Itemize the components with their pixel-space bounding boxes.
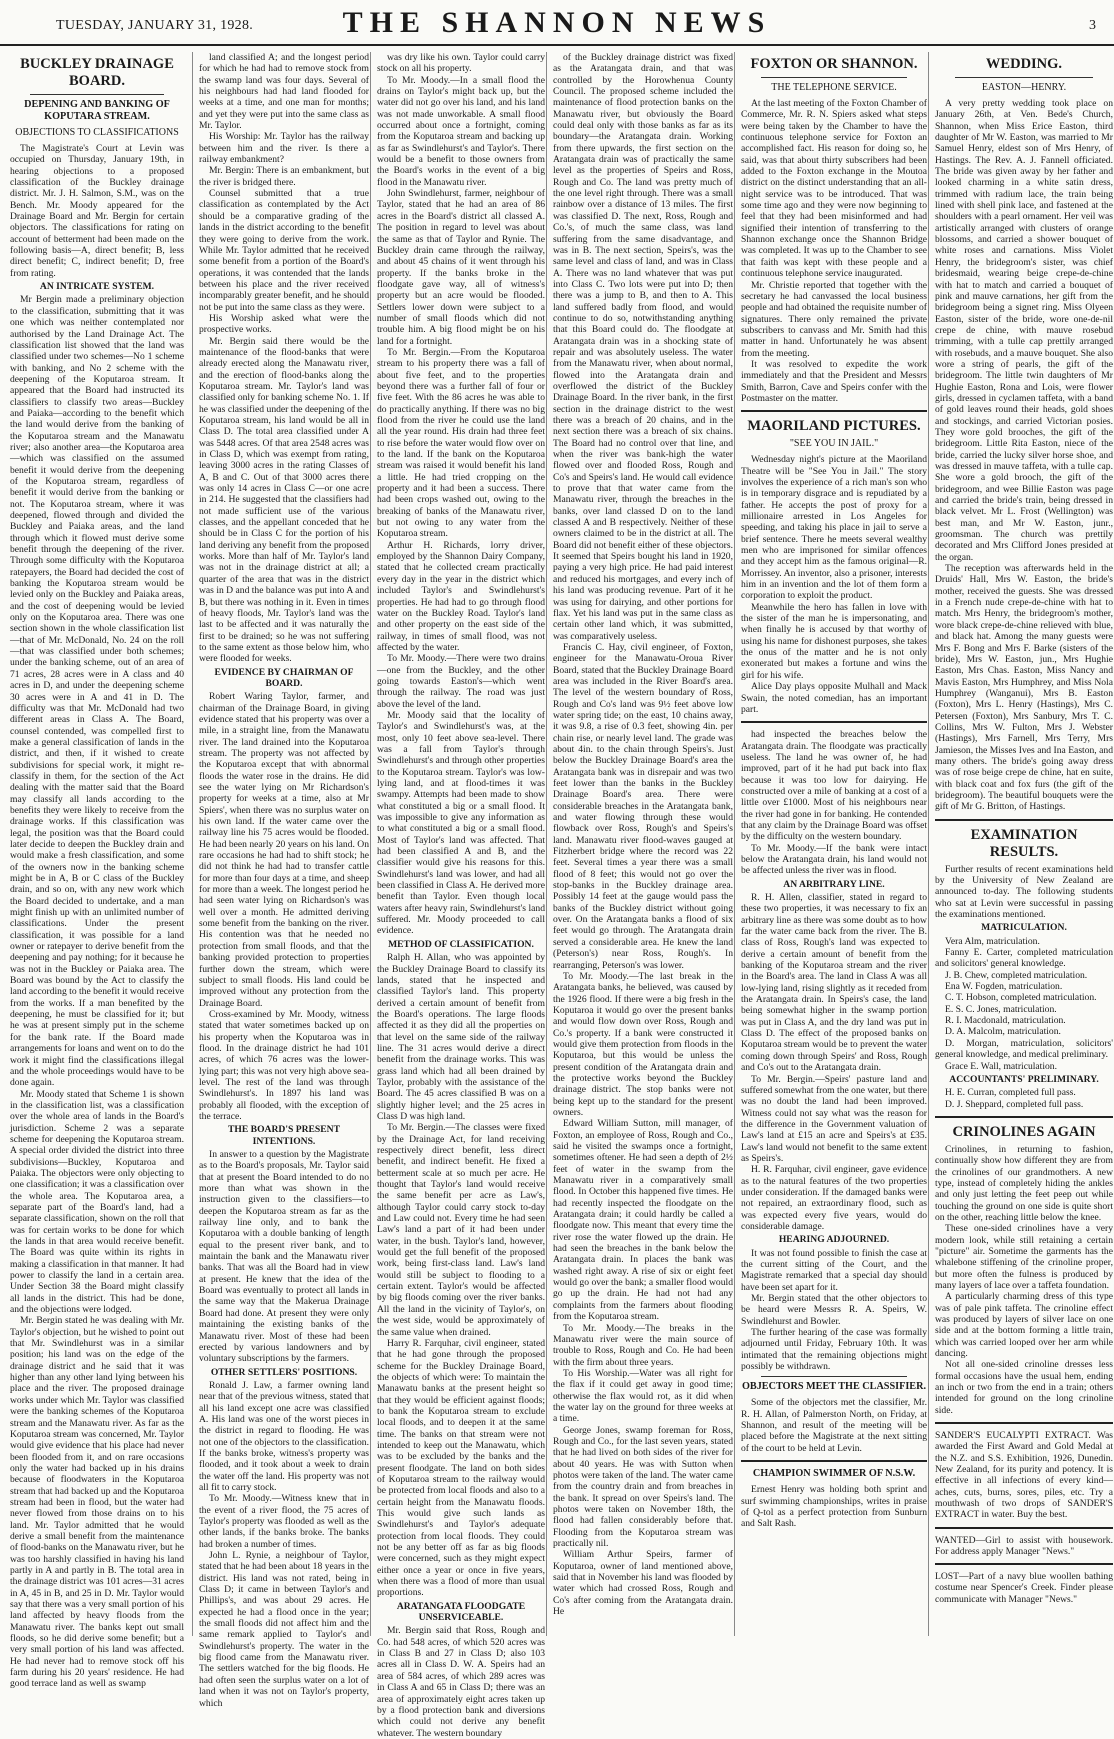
paragraph: John Swindlehurst, farmer, neighbour of Taylor, stated that he had an area of 86 acres in the Board's district all classed A. The position in regard to level was about the same as that of Taylor and Rynie. The Buckley drain came through the railway, and about 45 chains of it went through his property. If the banks broke in the floodgate gave way, all of witness's property but an acre would be flooded. Settlers lower down were subject to a number of small floods which did not trouble him. A big flood might be on his land for a fortnight. bbox=[377, 188, 545, 347]
paragraph: J. B. Chew, completed matriculation. bbox=[945, 969, 1088, 981]
paragraph: At the last meeting of the Foxton Chamber of Commerce, Mr. R. N. Spiers asked what steps were being taken by the Chamber to have the continuous telephone service for Foxton an accomplished fact. His reason for doing so, he said, was that about thirty subscribers had been added to the Foxton exchange in the Moutoa district on the distinct understanding that an all-night service was to be introduced. That was some time ago and they were now beginning to feel that they had been misinformed and had signified their intention of transferring to the Shannon exchange once the Shannon Bridge was completed. It was up to the Chamber to see that faith was kept with these people and a continuous telephone service inaugurated. bbox=[741, 98, 927, 280]
headline-examination-results: EXAMINATION RESULTS. bbox=[970, 826, 1078, 860]
paragraph: Vera Alm, matriculation. bbox=[945, 935, 1040, 947]
paragraph: had inspected the breaches below the Aratangata drain. The floodgate was practically useless. The land he was owner of, he had improved, part of it he had put back into flax because it was too low for dairying. He constructed over a mile of banking at a cost of a little over £1000. Most of his neighbours near the river had gone in for banking. He contended that any claim by the Drainage Board was offset by the difficulty on the western boundary. bbox=[741, 729, 927, 843]
paragraph: Alice Day plays opposite Mulhall and Mack Swain, the noted comedian, has an important part. bbox=[741, 681, 927, 715]
section-heading: MATRICULATION. bbox=[981, 922, 1067, 934]
column-6 bbox=[928, 52, 1113, 1636]
divider bbox=[741, 721, 927, 723]
paragraph: Grace E. Wall, matriculation. bbox=[945, 1060, 1057, 1072]
advert-lost: LOST—Part of a navy blue woollen bathing costume near Spencer's Creek. Finder please communicate with Manager "News." bbox=[935, 1571, 1113, 1605]
paragraph: His Worship: Mr. Taylor has the railway between him and the river. Is there a railway embankment? bbox=[199, 131, 369, 166]
rule bbox=[761, 1376, 907, 1377]
headline-objectors-meet: OBJECTORS MEET THE CLASSIFIER. bbox=[741, 1381, 926, 1393]
paragraph: Crinolines, in returning to fashion, continually show how different they are from the crinolines of our grandmothers. A new type, instead of completely hiding the ankles and only just letting the feet peep out while touching the ground on one side is quite short on the other, reaching little below the knee. bbox=[935, 1143, 1113, 1223]
issue-date: TUESDAY, JANUARY 31, 1928. bbox=[56, 18, 254, 33]
paragraph: To Mr. Moody.—The last break in the Aratangata banks, he believed, was caused by the 1926 flood. If there were a big fresh in the Koputaroa it would go over the present banks and would flow down over Ross, Rough and Co.'s property. If a bank were constructed it would give them protection from floods in the Koputaroa, but this would be unless the present condition of the Aratangata drain and the protective works beyond the Buckley drainage district. The stop banks were not being kept up to the standard for the present owners. bbox=[553, 970, 733, 1118]
paragraph: Mr. Christie reported that together with the secretary he had canvassed the local business people and had obtained the requisite number of signatures. There only remained the private subscribers to canvass and Mr. Smith had this matter in hand. Unfortunately he was absent from the meeting. bbox=[741, 279, 927, 359]
paragraph: William Arthur Speirs, farmer of Koputaroa, owner of land mentioned above, said that in November his land was flooded by water which had crossed Ross, Rough and Co's after coming from the Aratangata drain. He bbox=[553, 1549, 733, 1618]
paragraph: Edward William Sutton, mill manager, of Foxton, an employee of Ross, Rough and Co., said he visited the swamps once a fortnight, sometimes oftener. He had seen a depth of 2½ feet of water in the swamp from the Manawatu river in a comparatively small flood. In October this happened five times. He had recently inspected the floodgate on the Aratangata drain; it could hardly be called a floodgate now. This meant that every time the river rose the water flowed up the drain. He had seen the breaches in the bank below the Aratangata drain. In places the bank was washed right away. A rise of six or eight feet would go over the bank; a smaller flood would go up the drain. He had not had any complaints from the farmers about flooding from the Koputaroa stream. bbox=[553, 1118, 733, 1323]
paragraph: Robert Waring Taylor, farmer, and chairman of the Drainage Board, in giving evidence stated that his property was over a mile, in a straight line, from the Manawatu river. The land drained into the Koputaroa stream. The property was not affected by the Koputaroa except that with abnormal floods the water rose in the drains. He did see the water lying on Mr Richardson's property for weeks at a time, also at Mr Spiers', when there was no surplus water on his own land. If the water came over the railway line his 75 acres would be flooded. He had been nearly 20 years on his land. On rare occasions he had had to shift stock; he did not think he had had to transfer cattle for more than four days at a time, and sheep for more than a week. The longest period he had seen water lying on Richardson's was well over a month. He admitted deriving some benefit from the banking on the river. His contention was that he needed no protection from small floods, and that the banking provided protection to properties further down the stream, which were subject to small floods. His land could be improved without any protection from the Drainage Board. bbox=[199, 691, 369, 1009]
paragraph: Mr. Moody stated that Scheme 1 is shown in the classification list, was a classification over the whole area of lands in the Board's jurisdiction. Scheme 2 was a separate scheme for deepening the Koputaroa stream. A special order divided the district into three subdivisions—Buckley, Koputaroa and Paiaka. The objectors were only objecting to one classification; it was a classification over the whole area. The Koputaroa area, a separate part of the Board's land, had a separate classification, shown on the roll that was for certain works to be done for which the lands in that area would receive benefit. The Board was quite within its rights in making a classification in that manner. It had power to classify the land in a certain area. Under Section 38 the Board might classify all lands in the district. This had be done, and the objections were lodged. bbox=[10, 1088, 184, 1316]
divider bbox=[935, 819, 1113, 821]
subhead-telephone: THE TELEPHONE SERVICE. bbox=[771, 82, 897, 93]
headline-maoriland-pictures: MAORILAND PICTURES. bbox=[747, 418, 921, 435]
column-3 bbox=[370, 52, 545, 1739]
subhead-easton-henry: EASTON—HENRY. bbox=[981, 82, 1067, 93]
section-heading: ACCOUNTANTS' PRELIMINARY. bbox=[949, 1073, 1099, 1085]
paragraph: It was resolved to expedite the work immediately and that the President and Messrs Smith, Barron, Cave and Speirs confer with the Postmaster on the matter. bbox=[741, 358, 927, 404]
paragraph: Counsel submitted that a true classification as contemplated by the Act should be a comparative grading of the lands in the district according to the benefit they were going to derive from the work. While Mr. Taylor admitted that he received some benefit from a portion of the Board's operations, it was contended that the lands between his place and the river received incomparably greater benefit, and he should not be put into the same class as they were. bbox=[199, 188, 369, 313]
paragraph: George Jones, swamp foreman for Ross, Rough and Co., for the last seven years, stated that he had lived on both sides of the river for about 40 years. He was with Sutton when photos were taken of the land. The water came from the country drain and from breaches in the bank. It spread on over Speirs's land. The photos were taken on November 18th, the flood had fallen considerably before that. Flooding from the Koputaroa stream was practically nil. bbox=[553, 1424, 733, 1550]
paragraph: To Mr. Bergin.—Speirs' pasture land and suffered somewhat from the one water, but there was no doubt the land had been improved. Witness could not say what was the reason for the difference in the Government valuation of Law's land at £15 an acre and Speirs's at £35. Law's land would not benefit to the same extent as Speirs's. bbox=[741, 1073, 927, 1164]
headline-champion-swimmer: CHAMPION SWIMMER OF N.S.W. bbox=[752, 1468, 916, 1480]
divider bbox=[935, 1563, 1113, 1565]
paragraph: Ena W. Fogden, matriculation. bbox=[945, 981, 1063, 993]
paragraph: A very pretty wedding took place on January 26th, at Ven. Bede's Church, Shannon, when Miss Erice Easton, third daughter of Mr W. Easton, was married to Mr Samuel Henry, eldest son of Mrs Henry, of Hastings. The Rev. A. J. Fannell officiated. The bride was given away by her father and looked charming in a white satin dress, trimmed with radium lace, the train being lined with shell pink lace, and fastened at the shoulders with a pearl ornament. Her veil was artistically arranged with clusters of orange blossoms, and carried a shower bouquet of white roses and carnations. Miss Violet Henry, the bridegroom's sister, was chief bridesmaid, wearing beige crepe-de-chine with hat to match and carried a bouquet of pink and mauve carnations, her gift from the bridegroom being a signet ring. Miss Olyeen Easton, sister of the bride, wore one-de-nil crepe de chine, with mauve rosebud trimming, with a tulle cap prettily arranged with rosebuds, and a mauve bouquet. She also wore a string of pearls, the gift of the bridegroom. The little twin daughters of Mr Hughie Easton, Rona and Lois, were flower girls, dressed in cyclamen taffeta, with a band of gold leaves round their heads, gold shoes and stockings, and carried Victorian posies. They wore gold brooches, the gift of the bridegroom. Little Rita Easton, niece of the bride, carried the lucky silver horse shoe, and was dressed in mauve taffeta, with a tulle cap. She wore a gold brooch, the gift of the bridegroom, and wee Billie Easton was page and carried the bride's train, being dressed in black velvet. Mr L. Frost (Wellington) was best man, and Mr W. Easton, junr., groomsman. The church was prettily decorated and Mrs Clifford Jones presided at the organ. bbox=[935, 98, 1113, 563]
paragraph: Ralph H. Allan, who was appointed by the Buckley Drainage Board to classify its lands, stated that he inspected and classified Taylor's land. This property derived a certain amount of benefit from the Board's operations. The large floods affected it as they did all the properties on that level on the same side of the railway line. The 31 acres would derive a direct benefit from the drainage works. This was grass land which had all been drained by Taylor, probably with the assistance of the Board. The 45 acres classified B was on a slightly higher level; and the 25 acres in Class D was high land. bbox=[377, 952, 545, 1122]
paragraph: Further results of recent examinations held by the University of New Zealand are announced to-day. The following students who sat at Levin were successful in passing the examinations mentioned. bbox=[935, 863, 1113, 921]
paragraph: It was not found possible to finish the case at the current sitting of the Court, and the Magistrate remarked that a special day should have been set apart for it. bbox=[741, 1247, 927, 1293]
advert-wanted: WANTED—Girl to assist with housework. For address apply Manager "News." bbox=[935, 1534, 1113, 1557]
paragraph: of the Buckley drainage district was fixed as the Aratangata drain, and that was controlled by the Horowhenua County Council. The proposed scheme included the maintenance of flood protection banks on the Manawatu river, but obviously the Board could deal only with those banks as far as its boundary—the Aratangata drain. Working from there upwards, the first section on the Aratangata drain was of practically the same level as the properties of Speirs and Ross, Rough and Co. The land was pretty much of the one level right through. There was a small rainbow over a distance of 13 miles. The first was classified D. The next, Ross, Rough and Co.'s, of much the same class, was land suffering from the same disadvantage, and was in B. The next section, Speirs's, was the same level and class of land, and was in Class A. There was no land whatever that was put into Class C. Two lots were put into D; then there was a jump to B, and then to A. This land suffered badly from flood, and would continue to do so, notwithstanding anything that this Board could do. The floodgate at Aratangata drain was in a shocking state of repair and was absolutely useless. The water from the Manawatu river, when about normal, flowed into the Aratangata drain and overflowed the district of the Buckley Drainage Board. In the river bank, in the first section in the drainage district to the west there was a breach of 20 chains, and in the next section there was a breach of six chains. The Board had no control over that line, and when the river was bank-high the water flowed over and flooded Ross, Rough and Co's and Speirs's land. He would call evidence to prove that that water came from the Manawatu river, through the breaches in the banks, over land classed D on to the land classed A and B respectively. Neither of these owners claimed to be in the district at all. The Board did not benefit either of these objectors. It seemed that Speirs bought his land in 1920, paying a very high price. He had paid interest and reduced his mortgages, and every inch of his land was producing revenue. Part of it he was using for dairying, and other portions for flax. Yet his land was put in the same class as certain other land which, it was submitted, was comparatively useless. bbox=[553, 52, 733, 642]
paragraph: R. H. Allen, classifier, stated in regard to these two properties, it was necessary to fix an arbitrary line as there was some doubt as to how far the water came back from the river. The B. class of Ross, Rough's land was expected to derive a certain amount of benefit from the banking of the Koputaroa stream and the river in the Board's area. The land in Class A was all low-lying land, rising slightly as it receded from the Aratangata drain. In Speirs's case, the land being somewhat higher in the swamp portion was put in Class A, and the dry land was put in Class D. The effect of the proposed banks on Koputaroa stream would be to prevent the water coming down through Speirs' and Ross, Rough and Co's out to the Aratangata drain. bbox=[741, 892, 927, 1074]
paragraph: Arthur H. Richards, lorry driver, employed by the Shannon Dairy Company, stated that he collected cream practically every day in the year in the district which included Taylor's and Swindlehurst's properties. He had had to go through flood water on the Buckley Road. Taylor's land and other property on the east side of the railway, in times of small flood, was not affected by the water. bbox=[377, 539, 545, 653]
paragraph: Some of the objectors met the classifier, Mr. R. H. Allan, of Palmerston North, on Friday, at Shannon, and result of the meeting will be placed before the Magistrate at the next sitting of the court to be held at Levin. bbox=[741, 1397, 927, 1454]
advert-sanders-extract: SANDER'S EUCALYPTI EXTRACT. Was awarded the First Award and Gold Medal at the N.Z. and S.S. Exhibition, 1926, Dunedin. New Zealand, for its purity and potency. It is effective in all infections of every kind—aches, cuts, burns, sores, piles, etc. Try a mouthwash of two drops of SANDER'S EXTRACT in water. Buy the best. bbox=[935, 1430, 1113, 1521]
paragraph: Mr. Bergin said that Ross, Rough and Co. had 548 acres, of which 520 acres was in Class B and 27 in Class D; also 103 acres all in Class D. W. A. Speirs had an area of 584 acres, of which 289 acres was in Class A and 65 in Class D; there was an area of approximately eight acres taken up by a flood protection bank and diversions which could not derive any benefit whatever. The western boundary bbox=[377, 1625, 545, 1739]
paragraph: The further hearing of the case was formally adjourned until Friday, February 10th. It was intimated that the remaining objections might possibly be withdrawn. bbox=[741, 1327, 927, 1373]
column-1 bbox=[10, 52, 184, 1690]
paragraph: To His Worship.—Water was all right for the flax if it could get away in good time; otherwise the flax would rot, as it did when the water lay on the ground for three weeks at a time. bbox=[553, 1367, 733, 1425]
divider bbox=[935, 1422, 1113, 1424]
paragraph: Fanny E. Carter, completed matriculation and solicitors' general knowledge. bbox=[935, 947, 1113, 970]
section-heading: AN INTRICATE SYSTEM. bbox=[39, 281, 155, 293]
paragraph: Ronald J. Law, a farmer owning land near that of the previous witness, stated that all his land except one acre was classified A. His land was one of the worst pieces in the district in regard to flooding. He was not one of the objectors to the classification. If the banks broke, witness's property was flooded, and it took about a week to drain the water off the land. His property was not all fit to carry stock. bbox=[199, 1379, 369, 1493]
paragraph: Ernest Henry was holding both sprint and surf swimming championships, writes in praise of Q-tol as a perfect protection from Sunburn and Salt Rash. bbox=[741, 1484, 927, 1530]
paragraph: To Mr. Moody.—Witness knew that in the event of a river flood, the 75 acres of Taylor's property was flooded as well as the other lands, if the banks broke. The banks had broken a number of times. bbox=[199, 1493, 369, 1550]
paragraph: Cross-examined by Mr. Moody, witness stated that water sometimes backed up on his property when the Koputaroa was in flood. In the drainage district he had 101 acres, of which 76 acres was the lower-lying part; this was not very high above sea-level. The rest of the land was through Swindlehurst's. In 1897 his land was probably all flooded, with the exception of the terrace. bbox=[199, 1008, 369, 1122]
paragraph: D. J. Sheppard, completed full pass. bbox=[945, 1098, 1084, 1110]
divider bbox=[935, 1527, 1113, 1529]
paragraph: His Worship asked what were the prospective works. bbox=[199, 312, 369, 336]
paragraph: To Mr. Moody.—The breaks in the Manawatu river were the main source of trouble to Ross, Rough and Co. He had been with the firm about three years. bbox=[553, 1322, 733, 1368]
paragraph: In answer to a question by the Magistrate as to the Board's proposals, Mr. Taylor said that at present the Board intended to do no more than what was shown in the instruction given to the classifiers—to deepen the Koputaroa stream as far as the railway line only, and to bank the Koputaroa with a double banking of length equal to the present river bank, and to maintain the bank and the Manawatu river banks. That was all the Board had in view at present. He knew that the idea of the Board was eventually to protect all lands in the same way that the Makerua Drainage Board had done. At present they were only maintaining the existing banks of the Manawatu river. Most of these had been erected by various landowners and by voluntary subscriptions by the farmers. bbox=[199, 1149, 369, 1365]
headline-buckley-drainage: BUCKLEY DRAINAGE BOARD. bbox=[20, 56, 174, 89]
page-number: 3 bbox=[1089, 18, 1096, 33]
rule bbox=[955, 77, 1093, 78]
divider bbox=[935, 1116, 1113, 1118]
paragraph: Meanwhile the hero has fallen in love with the sister of the man he is impersonating, and when finally he is accused by that worthy of using his name for dishonest purposes, she takes the onus of the matter and he is not only exonerated but makes a fortune and wins the girl for his wife. bbox=[741, 601, 927, 681]
divider bbox=[741, 1460, 927, 1462]
paragraph: Not all one-sided crinoline dresses less formal occasions have the usual hem, ending an inch or two from the end in a train; others intended for ground on the long crinoline side. bbox=[935, 1359, 1113, 1416]
paragraph: John L. Rynie, a neighbour of Taylor, stated that he had been about 18 years in the district. His land was not rated, being in Class D; it came in between Taylor's and Phillips's, and was about 29 acres. He expected he had a flood once in the year; the small floods did not affect him and the same remark applied to Taylor's and Swindlehurst's property. The water in the big flood came from the Manawatu river. The settlers watched for the big floods. He had often seen the surplus water on a lot of land when it was not on Taylor's property, which bbox=[199, 1550, 369, 1709]
section-heading: THE BOARD'S PRESENT INTENTIONS. bbox=[228, 1124, 340, 1147]
section-heading: HEARING ADJOURNED. bbox=[778, 1234, 890, 1246]
subhead-objections: OBJECTIONS TO CLASSIFICATIONS bbox=[15, 127, 179, 138]
paragraph: Mr. Bergin said there would be the maintenance of the flood-banks that were already erected along the Manawatu river, and the erection of flood-banks along the Koputaroa stream. Mr. Taylor's land was classified only for banking scheme No. 1. If he was classified under the deepening of the Koputaroa stream, his land would be all in Class D. The total area classified under A was 5448 acres. Of that area 2548 acres was in Class D, which was exempt from rating, leaving 3000 acres in the rating Classes of A, B and C. Out of that 3000 acres there was only 14 acres in Class C—or one acre in 214. He suggested that the classifiers had not made sufficient use of the various classes, and the appellant conceded that he should be in Class C for the portion of his land deriving any benefit from the proposed works. More than half of Mr. Taylor's land was not in the drainage district at all; a quarter of the area that was in the district was in D and the balance was put into A and B, but there was nothing in it. Even in times of heavy floods, Mr. Taylor's land was the last to be affected and it was naturally the first to be drained; so he was not suffering to the same extent as those below him, who were flooded for weeks. bbox=[199, 335, 369, 665]
divider bbox=[741, 410, 927, 412]
paragraph: H. E. Curran, completed full pass. bbox=[945, 1087, 1076, 1099]
paragraph: To Mr. Moody.—In a small flood the drains on Taylor's might back up, but the water did not go over his land, and his land was not made unworkable. A small flood occurred about once a fortnight, coming from the Koputaroa stream and backing up as far as Swindlehurst's and Taylor's. There would be a benefit to those owners from the Board's works in the event of a big flood in the Manawatu river. bbox=[377, 74, 545, 188]
paragraph: E. S. C. Jones, matriculation. bbox=[945, 1003, 1057, 1015]
rule bbox=[30, 94, 164, 95]
headline-wedding: WEDDING. bbox=[985, 56, 1063, 72]
paragraph: C. T. Hobson, completed matriculation. bbox=[945, 992, 1097, 1004]
paragraph: Mr. Bergin: There is an embankment, but the river is bridged there. bbox=[199, 165, 369, 188]
paragraph: R. I. Macdonald, matriculation. bbox=[945, 1015, 1066, 1027]
paragraph: D. Morgan, matriculation, solicitors' general knowledge, and medical preliminary. bbox=[935, 1037, 1113, 1061]
subhead-deepening: DEPENING AND BANKING OF KOPUTARA STREAM. bbox=[24, 99, 170, 122]
paragraph: Mr. Bergin stated that the other objectors to be heard were Messrs R. A. Speirs, W. Swindlehurst and Bowler. bbox=[741, 1293, 927, 1327]
newspaper-title: THE SHANNON NEWS bbox=[342, 6, 772, 39]
section-heading: AN ARBITRARY LINE. bbox=[783, 878, 885, 890]
paragraph: Mr. Moody said that the locality of Taylor's and Swindlehurst's was, at the most, only 10 feet above sea-level. There was a fall from Taylor's through Swindlehurst's and through other properties to the Koputaroa stream. Taylor's was low-lying land, and at flood-times it was swampy. Attempts had been made to show what constituted a big or a small flood. It was impossible to give any information as to what constituted a big or a small flood. Most of Taylor's land was affected. That had been classified A and B, and the classifier would give his reasons for this. Swindlehurst's land was lower, and had all been classified in Class A. He derived more benefit than Taylor. Even though local waters after heavy rain, Swindlehurst's land suffered. Mr. Moody proceeded to call evidence. bbox=[377, 709, 545, 937]
paragraph: Francis C. Hay, civil engineer, of Foxton, engineer for the Manawatu-Oroua River Board, stated that the Buckley Drainage Board area was included in the River Board's area. The level of the western boundary of Ross, Rough and Co's land was 9½ feet above low water spring tide; on the east, 10 chains away, it was 9.8, a rise of 0.3 feet, showing 4in. per chain rise, or nearly level land. The grade was about 4in. to the chain through Speirs's. Just below the Buckley Drainage Board's area the Aratangata bank was in disrepair and was two feet lower than the banks in the Buckley Drainage Board's area. There were considerable breaches in the Aratangata bank, and water flowing through these would flowback over Ross, Rough's and Speirs's land. Manawatu river flood-waves gauged at Fitzherbert bridge where the record was 22 feet. Several times a year there was a small flood of 8 feet; this would not go over the stop-banks in the Buckley drainage area. Possibly 14 feet at the gauge would pass the banks of the Buckley district without going over. On the Aratangata banks a flood of six feet would go through. The Aratangata drain served a considerable area. He knew the land (Peterson's) near Ross, Rough's. In rearranging, Peterson's was lower. bbox=[553, 641, 733, 971]
section-heading: METHOD OF CLASSIFICATION. bbox=[388, 938, 534, 950]
paragraph: The reception was afterwards held in the Druids' Hall, Mrs W. Easton, the bride's mother, received the guests. She was dressed in a French nude crepe-de-chine with hat to match. Mrs Henry, the bridegroom's mother, wore black crepe-de-chine relieved with blue, and black hat. Among the many guests were Mrs F. Bong and Mrs F. Barke (sisters of the bride), Mrs W. Easton, jun., Mrs Hughie Easton, Mrs Chas. Easton, Miss Nancy and Mavis Easton, Mrs Humphrey, and Miss Nola Humphrey (Wanganui), Mrs B. Easton (Foxton), Mrs L. Henry (Hastings), Mrs C. Petersen (Foxton), Mrs Sanbury, Mrs T. C. Collins, Mrs W. Fulton, Mrs J. Webster (Hastings), Mrs Farnell, Mrs Terry, Mrs Jamieson, the Misses Ives and Ina Easton, and many others. The bride's going away dress was of rose beige crepe de chine, hat en suite, with black coat and fox furs (the gift of the bridegroom). The beautiful bouquets were the gift of Mr G. Britton, of Hastings. bbox=[935, 563, 1113, 813]
paragraph: Wednesday night's picture at the Maoriland Theatre will be "See You in Jail." The story involves the experience of a rich man's son who is in temporary disgrace and is repudiated by a father. He accepts the post of proxy for a millionaire arrested in Los Angeles for speeding, and taking his place in jail to serve a brief sentence. There he meets several wealthy men who are imprisoned for similar offences and they accept him as the famous original—R. Morrissey. An inventor, also a prisoner, interests him in an invention and the lot of them form a corporation to exploit the product. bbox=[741, 454, 927, 602]
paragraph: The Magistrate's Court at Levin was occupied on Thursday, January 19th, in hearing objections to a proposed classification of the Buckley drainage district. Mr. J. H. Salmon, S.M., was on the Bench. Mr. Moody appeared for the Drainage Board and Mr. Bergin for certain objectors. The classifications for rating on account of betterment had been made on the following basis—A, direct benefit; B, less direct benefit; C, indirect benefit; D, free from rating. bbox=[10, 143, 184, 279]
paragraph: H. R. Farquhar, civil engineer, gave evidence as to the natural features of the two properties under consideration. If the damaged banks were not repaired, an extraordinary flood, such as was expected every five years, would do considerable damage. bbox=[741, 1164, 927, 1232]
paragraph: A particularly charming dress of this type was of pale pink taffeta. The crinoline effect was produced by layers of silver lace on one side and at the bottom forming a little train, which was carried looped over her arm while dancing. bbox=[935, 1291, 1113, 1360]
paragraph: To Mr. Bergin.—The classes were fixed by the Drainage Act, for land receiving respectively direct benefit, less direct benefit, and indirect benefit. He fixed a betterment scale at so much per acre. He thought that Taylor's land would receive the same benefit per acre as Law's, although Taylor could carry stock to-day and Law could not. Every time he had seen Law's land a part of it had been under water, in the bush. Taylor's land, however, would get the full benefit of the proposed work, being first-class land. Law's land would still be subject to flooding to a certain extent. Taylor's would be affected by big floods coming over the river banks. All the land in the vicinity of Taylor's, on the west side, would be approximately of the same value when drained. bbox=[377, 1122, 545, 1338]
paragraph: Harry R. Farquhar, civil engineer, stated that he had gone through the proposed scheme for the Buckley Drainage Board, the objects of which were: To maintain the Manawatu banks at the present height so that they would be efficient against floods; to bank the Koputaroa stream to exclude local floods, and to deepen it at the same time. The banks on that stream were not intended to keep out the Manawatu, which was to be excluded by the banks and the present floodgate. The land on both sides of Koputaroa stream to the railway would be protected from local floods and also to a certain height from the Manawatu floods. This would give such lands as Swindlehurst's and Taylor's adequate protection from local floods. They could not be any better off as far as big floods were concerned, such as they might expect either once a year or once in five years, when there was a flood of more than usual proportions. bbox=[377, 1337, 545, 1599]
section-heading: EVIDENCE BY CHAIRMAN OF BOARD. bbox=[214, 666, 354, 689]
masthead bbox=[0, 0, 1114, 46]
paragraph: was dry like his own. Taylor could carry stock on all his property. bbox=[377, 52, 545, 75]
column-4 bbox=[546, 52, 733, 1636]
column-5 bbox=[734, 52, 927, 1636]
rule bbox=[761, 77, 907, 78]
column-2 bbox=[192, 52, 369, 1709]
paragraph: Mr Bergin made a preliminary objection to the classification, submitting that it was one which was neither contemplated nor authorised by the Land Drainage Act. The classification list showed that the land was classified under two schemes—No 1 scheme with banking, and No 2 scheme with the deepening of the Koputaroa stream. It appeared that the Board had instructed its classifiers to classify two areas—Buckley and Paiaka—according to the benefit which the land would derive from the banking of the Koputaroa stream and the Manawatu river; also another area—the Koputaroa area—which was classified on the assumed benefit it would derive from the deepening of the Koputaroa stream, regardless of benefit it would derive from the banking or not. The Koputaroa stream, where it was deepened, flowed through and divided the Buckley and Paiaka areas, and the land through which it flowed must derive some benefit through the deepening of the river. Through some difficulty with the Koputaroa ratepayers, the Board had decided the cost of banking the Koputaroa stream would be levied only on the Buckley and Paiaka areas, and the cost of deepening would be levied only on the Koputaroa area. There was one section shown in the whole classification list—that of Mr. McDonald, No. 24 on the roll—that was classified under both schemes; under the banking scheme, out of an area of 71 acres, 28 acres were in A class and 40 acres in D, and under the deepening scheme 30 acres were in A and 41 in D. The difficulty was that Mr. McDonald had two different areas in Class A. The Board, counsel contended, was compelled first to make a general classification of lands in the district, and then, if it wished to create subdivisions for special work, it might re-classify in them, for the section of the Act dealing with the matter said that the Board may classify all lands according to the benefits they were likely to receive from the drainage works. If this classification was legal, the position was that the Board could later decide to deepen the Buckley drain and would make a fresh classification, and some of the owners now in the banking scheme might be in A, B or C class of the Buckley drain, and so on, with any new work which the Board decided to undertake, and a man might finish up with an unlimited number of classifications. Under the present classification, it was possible for a land owner or ratepayer to derive benefit from the deepening and pay nothing; for it because he was not in the Buckley or Paiaka area. The Board was bound by the Act to classify the land according to the benefit it would receive from the works. If a man benefited by the deepening, he must be classified for it; but he was at present simply put in the scheme for the bank rate. If the Board made arrangements for loans and went on to do the work it might find the classifications illegal and the whole proceedings would have to be done again. bbox=[10, 294, 184, 1089]
headline-foxton-or-shannon: FOXTON OR SHANNON. bbox=[750, 56, 918, 72]
section-heading: OTHER SETTLERS' POSITIONS. bbox=[210, 1366, 358, 1378]
paragraph: D. A. Malcolm, matriculation. bbox=[945, 1026, 1061, 1038]
paragraph: Mr. Bergin stated he was dealing with Mr. Taylor's objection, but he wished to point out that Mr. Swindlehurst was in a similar position; his land was on the edge of the drainage district and he said that it was higher than any other land lying between his place and the river. The proposed drainage works under which Mr. Taylor was classified were the banking schemes of the Koputaroa stream and the Manawatu river. As far as the Koputaroa stream was concerned, Mr. Taylor would give evidence that his place had never been flooded from it, and on rare occasions only the water had backed up in his drains because of floodwaters in the Koputaroa stream that had backed up and the Koputaroa stream had been in flood, but the water had never flowed from those drains on to his land. Mr. Taylor admitted that he would derive a small benefit from the maintenance of flood-banks on the Manawatu river, but he was too harshly classified in having his land partly in A and partly in B. The total area in the drainage district was 101 acres—31 acres in A, 45 in B, and 25 in D. Mr. Taylor would say that there was a very small portion of his land affected by heavy floods from the Manawatu river. The banks kept out small floods, so he did derive some benefit; but a very small portion of his land was affected. He had never had to remove stock off his farm during his 20 years' residence. He had good terrace land as well as swamp bbox=[10, 1315, 184, 1690]
section-heading: ARATANGATA FLOODGATE UNSERVICEABLE. bbox=[396, 1600, 526, 1624]
paragraph: To Mr. Moody.—If the bank were intact below the Aratangata drain, his land would not be affected unless the river was in flood. bbox=[741, 842, 927, 877]
paragraph: To Mr. Bergin.—From the Koputaroa stream to his property there was a fall of about five feet, and to the properties beyond there was a further fall of four or five feet. With the 86 acres he was able to do practically anything. If there was no big flood from the river he could use the land all the year round. His drain had three feet to rise before the water would flow over on to the land. If the bank on the Koputaroa stream was raised it would benefit his land a little. He had tried cropping on the property and it had been a success. There had been crops washed out, owing to the breaking of banks of the Manawatu river, but not owing to any water from the Koputaroa stream. bbox=[377, 346, 545, 540]
paragraph: These one-sided crinolines have a very modern look, while still retaining a certain "picture" air. Sometime the garments has the whalebone stiffening of the crinoline proper, but more often the fulness is produced by many layers of lace over a taffeta foundation. bbox=[935, 1223, 1113, 1291]
subhead-see-you-in-jail: "SEE YOU IN JAIL." bbox=[789, 438, 879, 450]
headline-crinolines-again: CRINOLINES AGAIN bbox=[952, 1123, 1096, 1140]
paragraph: To Mr. Moody.—There were two drains—one from the Buckley, and the other going towards Easton's—which went through the railway. The road was just above the level of the land. bbox=[377, 653, 545, 710]
paragraph: land classified A; and the longest period for which he had had to remove stock from the swamp land was four days. Several of his neighbours had had land flooded for weeks at a time, and one man for months; and yet they were put into the same class as Mr. Taylor. bbox=[199, 52, 369, 132]
